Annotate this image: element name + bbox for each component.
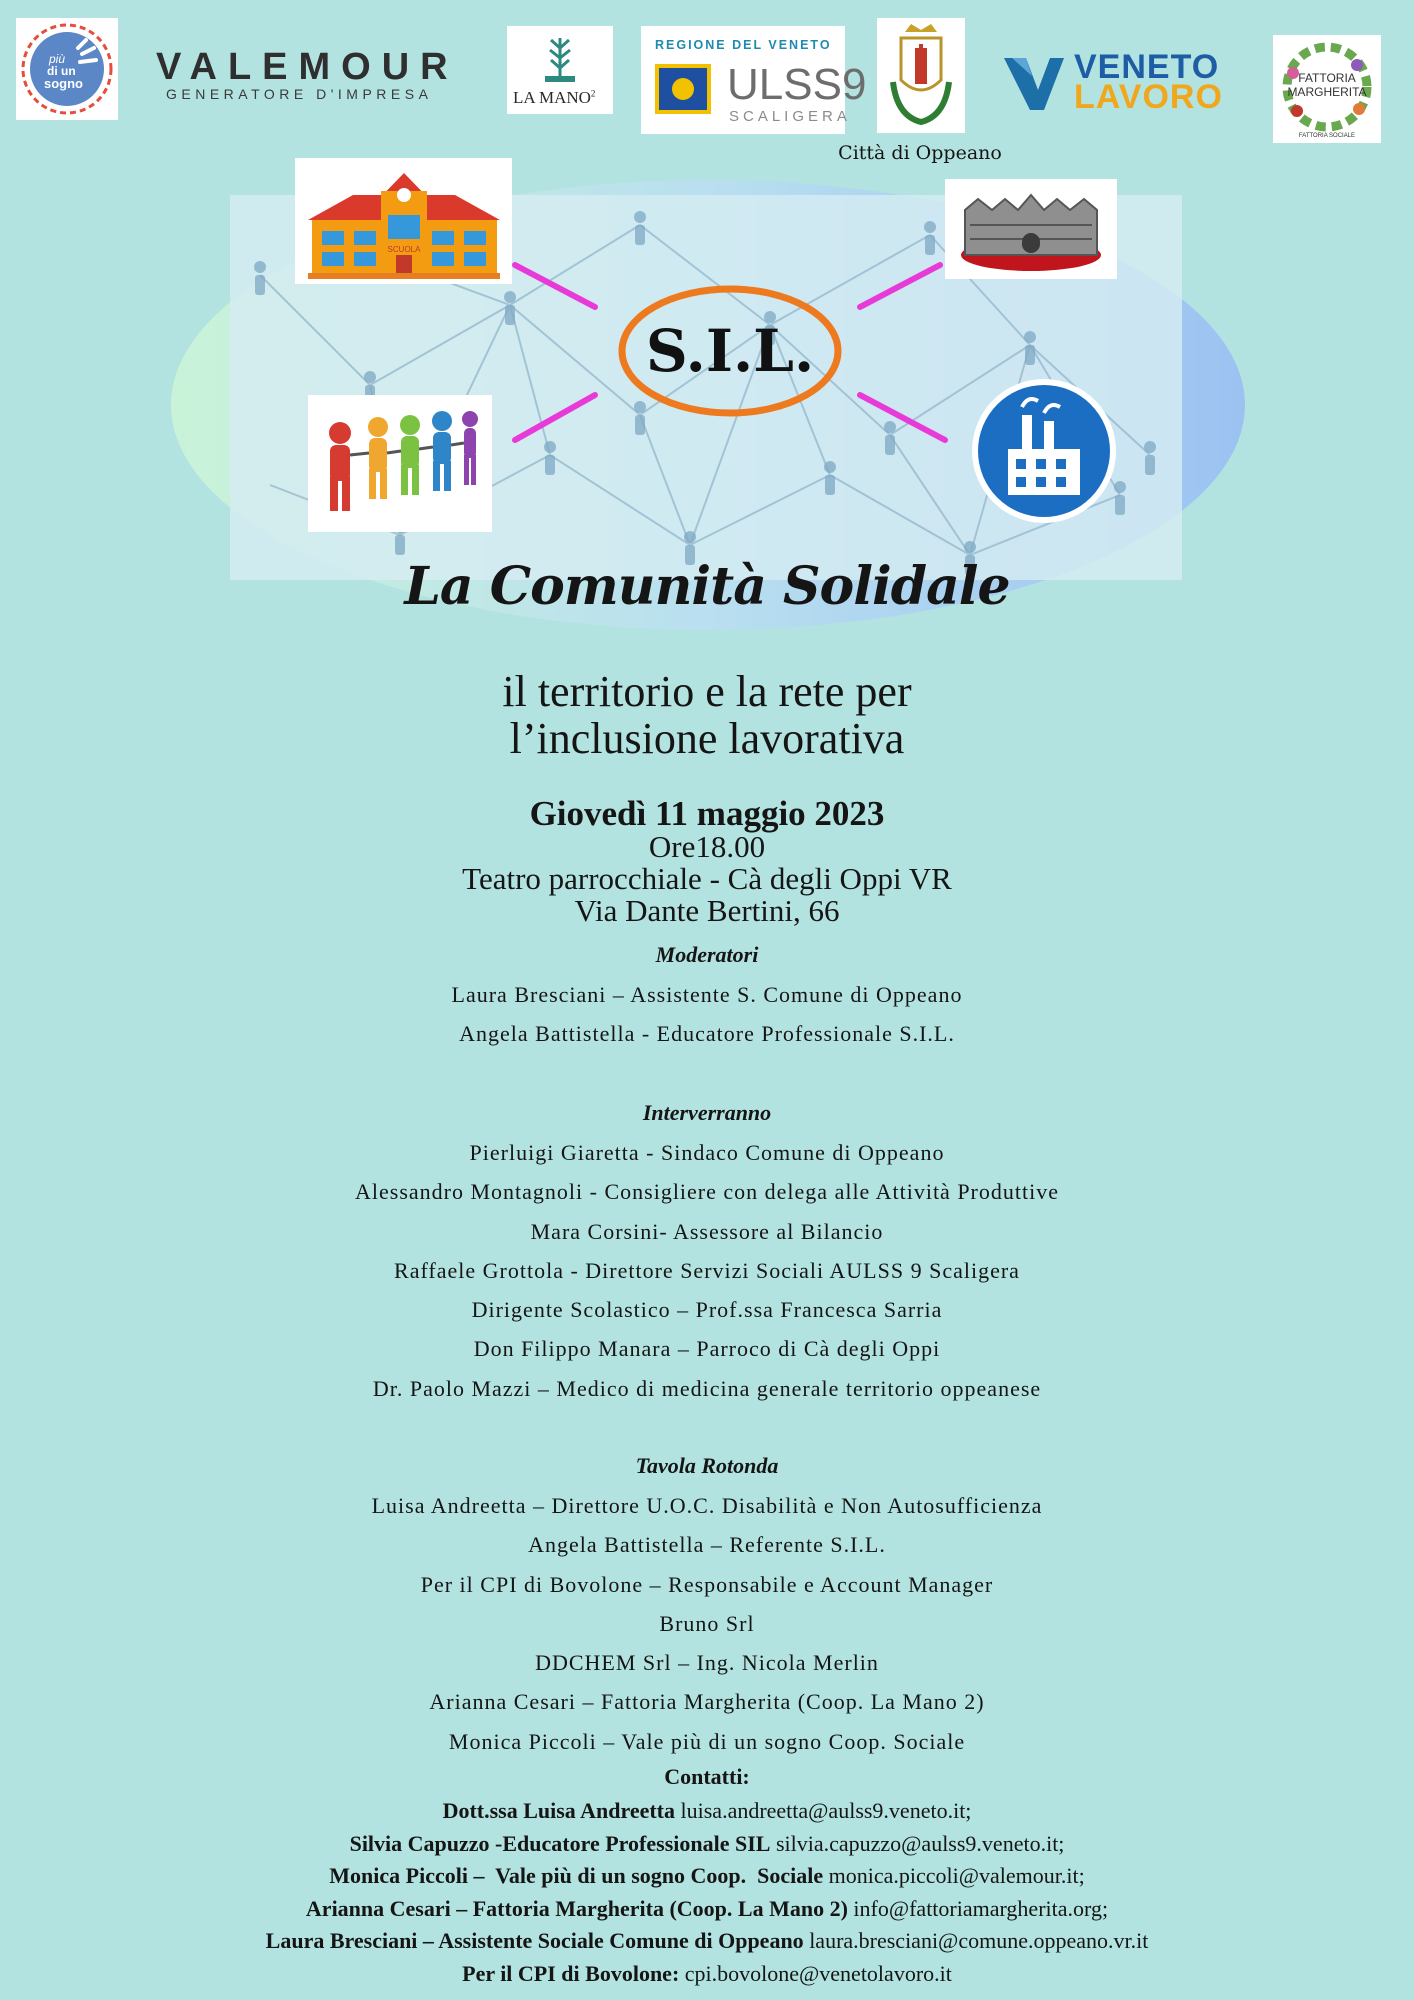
contact-name: Arianna Cesari – Fattoria Margherita (Coop. La Mano 2) [305,1895,848,1921]
list-item: Dirigente Scolastico – Prof.ssa Francesca Sarria [471,1297,943,1323]
moderators-heading: Moderatori [655,942,759,967]
contacts-list [0,1795,1414,1990]
veneto-lavoro-line2: LAVORO [1074,78,1223,116]
list-item: Dr. Paolo Mazzi – Medico di medicina generale territorio oppeanese [372,1375,1042,1401]
logo-valemour [152,46,472,106]
list-item: DDCHEM Srl – Ing. Nicola Merlin [535,1650,879,1676]
oppeano-crest-icon [877,18,965,133]
logo-fattoria-margherita [1273,35,1381,143]
logo-citta-di-oppeano-crest [877,18,965,133]
list-item: Alessandro Montagnoli - Consigliere con delega alle Attività Produttive [355,1179,1059,1205]
list-item: Per il CPI di Bovolone – Responsabile e Account Manager [420,1571,994,1597]
list-item: Mara Corsini- Assessore al Bilancio [530,1218,884,1244]
contact-item [0,1925,1414,1958]
list-item: Angela Battistella - Educatore Professionale S.I.L. [459,1021,955,1047]
people-holding-hands-icon [308,395,492,532]
veneto-lavoro-v-icon [1004,52,1064,122]
la-mano-name: LA MANO [513,88,591,107]
logo-caption-citta-di-oppeano: Città di Oppeano [838,142,1002,164]
speakers-list [0,1138,1414,1413]
ulss-name: ULSS9 [727,60,867,109]
veneto-lavoro-line1: VENETO [1074,48,1220,86]
logo-vale-piu-di-un-sogno [16,18,118,120]
school-icon [295,158,512,284]
valemour-name: VALEMOUR [156,46,459,88]
list-item: Bruno Srl [659,1610,755,1636]
contact-item [0,1860,1414,1893]
event-title: La Comunità Solidale [404,556,1010,617]
moderators-list [0,980,1414,1059]
contact-item [0,1795,1414,1828]
event-venue: Teatro parrocchiale - Cà degli Oppi VR [462,861,952,896]
event-subtitle [0,668,1414,762]
factory-icon [972,379,1116,523]
list-item: Monica Piccoli – Vale più di un sogno Coop. Sociale [448,1728,966,1754]
contact-item [0,1828,1414,1861]
logo-di-un-text: di un [47,64,76,78]
contact-name: Per il CPI di Bovolone: [462,1960,680,1986]
logo-la-mano-2 [507,26,613,114]
contact-email-link[interactable]: laura.bresciani@comune.oppeano.vr.it [809,1928,1149,1953]
roundtable-heading: Tavola Rotonda [635,1453,779,1478]
event-time: Ore18.00 [648,829,766,864]
contacts-heading: Contatti: [664,1764,750,1789]
contact-name: Silvia Capuzzo -Educatore Professionale SIL [349,1830,771,1856]
contact-email-link[interactable]: cpi.bovolone@venetolavoro.it [684,1960,952,1986]
contact-email-link[interactable]: monica.piccoli@valemour.it; [828,1863,1085,1888]
mural-crown-icon [945,179,1117,279]
event-subtitle-line2: l’inclusione lavorativa [509,714,905,763]
list-item: Laura Bresciani – Assistente S. Comune di Oppeano [451,982,963,1007]
list-item: Angela Battistella – Referente S.I.L. [528,1532,886,1558]
contact-item [0,1958,1414,1991]
speakers-heading: Interverranno [642,1100,772,1125]
sil-label: S.I.L. [645,317,815,385]
list-item: Arianna Cesari – Fattoria Margherita (Coop. La Mano 2) [429,1689,985,1715]
la-mano-sup: 2 [590,88,596,99]
list-item: Don Filippo Manara – Parroco di Cà degli Oppi [473,1336,941,1362]
fattoria-line1: FATTORIA [1298,71,1356,85]
contact-email-link[interactable]: luisa.andreetta@aulss9.veneto.it; [680,1798,972,1823]
la-mano-wheat-icon [507,26,613,86]
ulss-region-text: REGIONE DEL VENETO [655,38,832,52]
fattoria-sub: FATTORIA SOCIALE [1298,133,1356,139]
ulss-sub: SCALIGERA [729,108,851,125]
list-item: Raffaele Grottola - Direttore Servizi Sociali AULSS 9 Scaligera [394,1257,1020,1283]
list-item: Luisa Andreetta – Direttore U.O.C. Disabilità e Non Autosufficienza [371,1493,1043,1518]
contact-item [0,1893,1414,1926]
contact-email-link[interactable]: info@fattoriamargherita.org; [853,1895,1109,1921]
school-sign-text: SCUOLA [387,245,421,254]
logo-ulss9-scaligera [641,26,867,134]
contact-name: Laura Bresciani – Assistente Sociale Comune di Oppeano [265,1928,804,1953]
list-item: Pierluigi Giaretta - Sindaco Comune di Oppeano [469,1140,945,1165]
logo-veneto-lavoro [1004,48,1240,118]
event-date: Giovedì 11 maggio 2023 [529,794,885,833]
event-subtitle-line1: il territorio e la rete per [502,667,912,716]
event-address: Via Dante Bertini, 66 [574,893,840,928]
roundtable-list [0,1491,1414,1766]
valemour-tagline: GENERATORE D'IMPRESA [166,86,433,102]
logo-sogno-text: sogno [44,76,83,91]
contact-email-link[interactable]: silvia.capuzzo@aulss9.veneto.it; [775,1830,1065,1856]
contact-name: Monica Piccoli – Vale più di un sogno Coop. Sociale [329,1863,824,1888]
logo-piu-text: più [49,52,66,66]
contact-name: Dott.ssa Luisa Andreetta [442,1798,676,1823]
fattoria-line2: MARGHERITA [1287,85,1367,99]
